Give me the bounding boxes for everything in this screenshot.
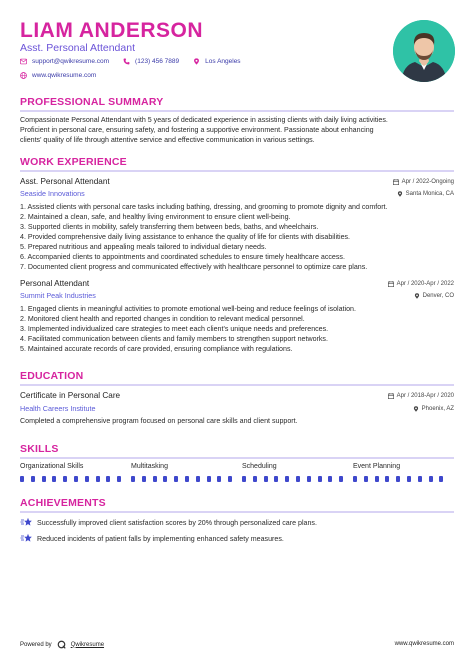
skill-dot: [353, 476, 357, 482]
skill-dot: [185, 476, 189, 482]
skill-dot: [163, 476, 167, 482]
skill-dot: [174, 476, 178, 482]
education-dates: [388, 393, 454, 399]
education-description: Completed a comprehensive program focused on personal care skills and client support.: [20, 417, 298, 425]
powered-by-text: Powered by: [20, 641, 52, 648]
job-dates-text: Apr / 2020-Apr / 2022: [396, 281, 454, 287]
job-bullet: 2. Monitored client health and reported changes in condition to relevant medical personnel.: [20, 315, 305, 323]
calendar-icon: [388, 281, 394, 287]
job-bullet: 4. Provided comprehensive daily living assistance to enhance the quality of life for clients with disabilities.: [20, 233, 351, 241]
envelope-icon: [20, 58, 27, 65]
skill-dot: [274, 476, 278, 482]
star-badge-icon: [20, 517, 32, 528]
job-dates: [393, 179, 454, 185]
job-bullets: [20, 202, 460, 272]
job-bullet: 3. Supported clients in mobility, safely transferring them between beds, baths, and wheelchairs.: [20, 223, 319, 231]
education-location: [413, 406, 454, 412]
skill-dot: [429, 476, 433, 482]
star-badge-icon: [20, 533, 32, 544]
job-bullet: 4. Facilitated communication between clients and family members to strengthen support networks.: [20, 335, 328, 343]
candidate-title: Asst. Personal Attendant: [20, 42, 135, 54]
skill-dot: [131, 476, 135, 482]
job-title: Personal Attendant: [20, 279, 90, 288]
skill-dot: [74, 476, 78, 482]
job-bullet: 1. Engaged clients in meaningful activities to promote emotional well-being and reduce feelings of isolation.: [20, 305, 356, 313]
globe-icon: [20, 72, 27, 79]
job-title: Asst. Personal Attendant: [20, 177, 110, 186]
summary-text: [20, 115, 460, 145]
education-location-text: Phoenix, AZ: [421, 406, 454, 412]
skill-dot: [85, 476, 89, 482]
skill-dot: [242, 476, 246, 482]
achievements-divider: [20, 511, 454, 513]
skill-dot: [31, 476, 35, 482]
job-bullet: 1. Assisted clients with personal care tasks including bathing, dressing, and grooming to promote dignity and comfort.: [20, 203, 388, 211]
profile-avatar-image: [393, 20, 455, 82]
achievements-heading: ACHIEVEMENTS: [20, 497, 106, 509]
skill-dot: [364, 476, 368, 482]
skill-dot: [296, 476, 300, 482]
education-divider: [20, 384, 454, 386]
education-school: Health Careers Institute: [20, 404, 96, 413]
job-location: [414, 293, 454, 299]
skill-name: Multitasking: [131, 463, 168, 470]
map-pin-icon: [193, 58, 200, 65]
education-degree: Certificate in Personal Care: [20, 391, 121, 400]
contact-row: [20, 58, 255, 65]
education-heading: EDUCATION: [20, 370, 84, 382]
job-bullet: 2. Maintained a clean, safe, and healthy living environment to ensure client well-being.: [20, 213, 291, 221]
qwikresume-logo-icon: [57, 640, 66, 649]
skills-divider: [20, 457, 454, 459]
calendar-icon: [388, 393, 394, 399]
achievement-text: Successfully improved client satisfaction scores by 20% through personalized care plans.: [37, 518, 317, 527]
achievement-text: Reduced incidents of patient falls by implementing enhanced safety measures.: [37, 534, 284, 543]
job-bullets: [20, 304, 460, 354]
achievement-item: [20, 533, 284, 544]
skill-dot: [285, 476, 289, 482]
summary-line: Proficient in personal care, ensuring safety, and fostering a supportive environment. Passionate about enhancing: [20, 126, 374, 134]
skill-dot: [318, 476, 322, 482]
skill-dot: [385, 476, 389, 482]
skill-dot: [217, 476, 221, 482]
skill-dot: [117, 476, 121, 482]
skill-dot: [407, 476, 411, 482]
skill-dot: [63, 476, 67, 482]
footer-site-link[interactable]: www.qwikresume.com: [394, 641, 454, 647]
website-text: www.qwikresume.com: [32, 72, 97, 79]
skill-rating-dots: [20, 476, 454, 482]
experience-heading: WORK EXPERIENCE: [20, 156, 127, 168]
summary-line: Compassionate Personal Attendant with 5 years of dedicated experience in assisting clients with daily living activities.: [20, 116, 388, 124]
summary-heading: PROFESSIONAL SUMMARY: [20, 96, 164, 108]
job-location: [397, 191, 454, 197]
experience-divider: [20, 170, 454, 172]
map-pin-icon: [414, 293, 420, 299]
skill-dot: [228, 476, 232, 482]
achievement-item: [20, 517, 317, 528]
skill-dot: [375, 476, 379, 482]
skill-dot: [96, 476, 100, 482]
skill-dot: [42, 476, 46, 482]
skill-name: Organizational Skills: [20, 463, 84, 470]
skill-dot: [207, 476, 211, 482]
skill-dot: [328, 476, 332, 482]
skill-dot: [142, 476, 146, 482]
job-bullet: 3. Implemented individualized care strategies to meet each client's unique needs and preferences.: [20, 325, 329, 333]
job-bullet: 7. Documented client progress and communicated effectively with healthcare personnel to optimize care plans.: [20, 263, 368, 271]
skill-name: Event Planning: [353, 463, 401, 470]
brand-link[interactable]: Qwikresume: [70, 641, 105, 648]
job-dates: [388, 281, 454, 287]
skill-dot: [264, 476, 268, 482]
contact-location: [193, 58, 240, 65]
skill-dot: [20, 476, 24, 482]
skill-dot: [196, 476, 200, 482]
job-bullet: 5. Maintained accurate records of care provided, ensuring compliance with regulations.: [20, 345, 293, 353]
skill-dot: [418, 476, 422, 482]
contact-website[interactable]: [20, 72, 96, 79]
email-text: support@qwikresume.com: [32, 58, 110, 65]
job-location-text: Denver, CO: [422, 293, 454, 299]
calendar-icon: [393, 179, 399, 185]
phone-icon: [123, 58, 130, 65]
skill-dot: [307, 476, 311, 482]
skill-dot: [106, 476, 110, 482]
skill-dot: [339, 476, 343, 482]
skill-name: Scheduling: [242, 463, 277, 470]
job-company: Seaside Innovations: [20, 189, 85, 198]
profile-photo: [393, 20, 455, 82]
phone-text: (123) 456 7889: [135, 58, 180, 65]
education-dates-text: Apr / 2018-Apr / 2020: [396, 393, 454, 399]
job-company: Summit Peak Industries: [20, 291, 96, 300]
map-pin-icon: [397, 191, 403, 197]
summary-line: clients' quality of life through attentive service and effective communication in various settings.: [20, 136, 315, 144]
map-pin-icon: [413, 406, 419, 412]
skills-heading: SKILLS: [20, 443, 59, 455]
skill-dot: [253, 476, 257, 482]
skill-dot: [153, 476, 157, 482]
contact-row-web: [20, 72, 110, 79]
location-text: Los Angeles: [205, 58, 241, 65]
summary-divider: [20, 110, 454, 112]
footer-powered-by: [20, 640, 104, 649]
job-bullet: 5. Prepared nutritious and appealing meals tailored to individual dietary needs.: [20, 243, 267, 251]
skill-dot: [52, 476, 56, 482]
skill-dot: [439, 476, 443, 482]
job-dates-text: Apr / 2022-Ongoing: [401, 179, 454, 185]
contact-email[interactable]: [20, 58, 109, 65]
candidate-name: LIAM ANDERSON: [20, 19, 204, 42]
job-bullet: 6. Accompanied clients to appointments and coordinated schedules to ensure timely healthcare access.: [20, 253, 345, 261]
job-location-text: Santa Monica, CA: [405, 191, 454, 197]
skill-dot: [396, 476, 400, 482]
contact-phone[interactable]: [123, 58, 179, 65]
